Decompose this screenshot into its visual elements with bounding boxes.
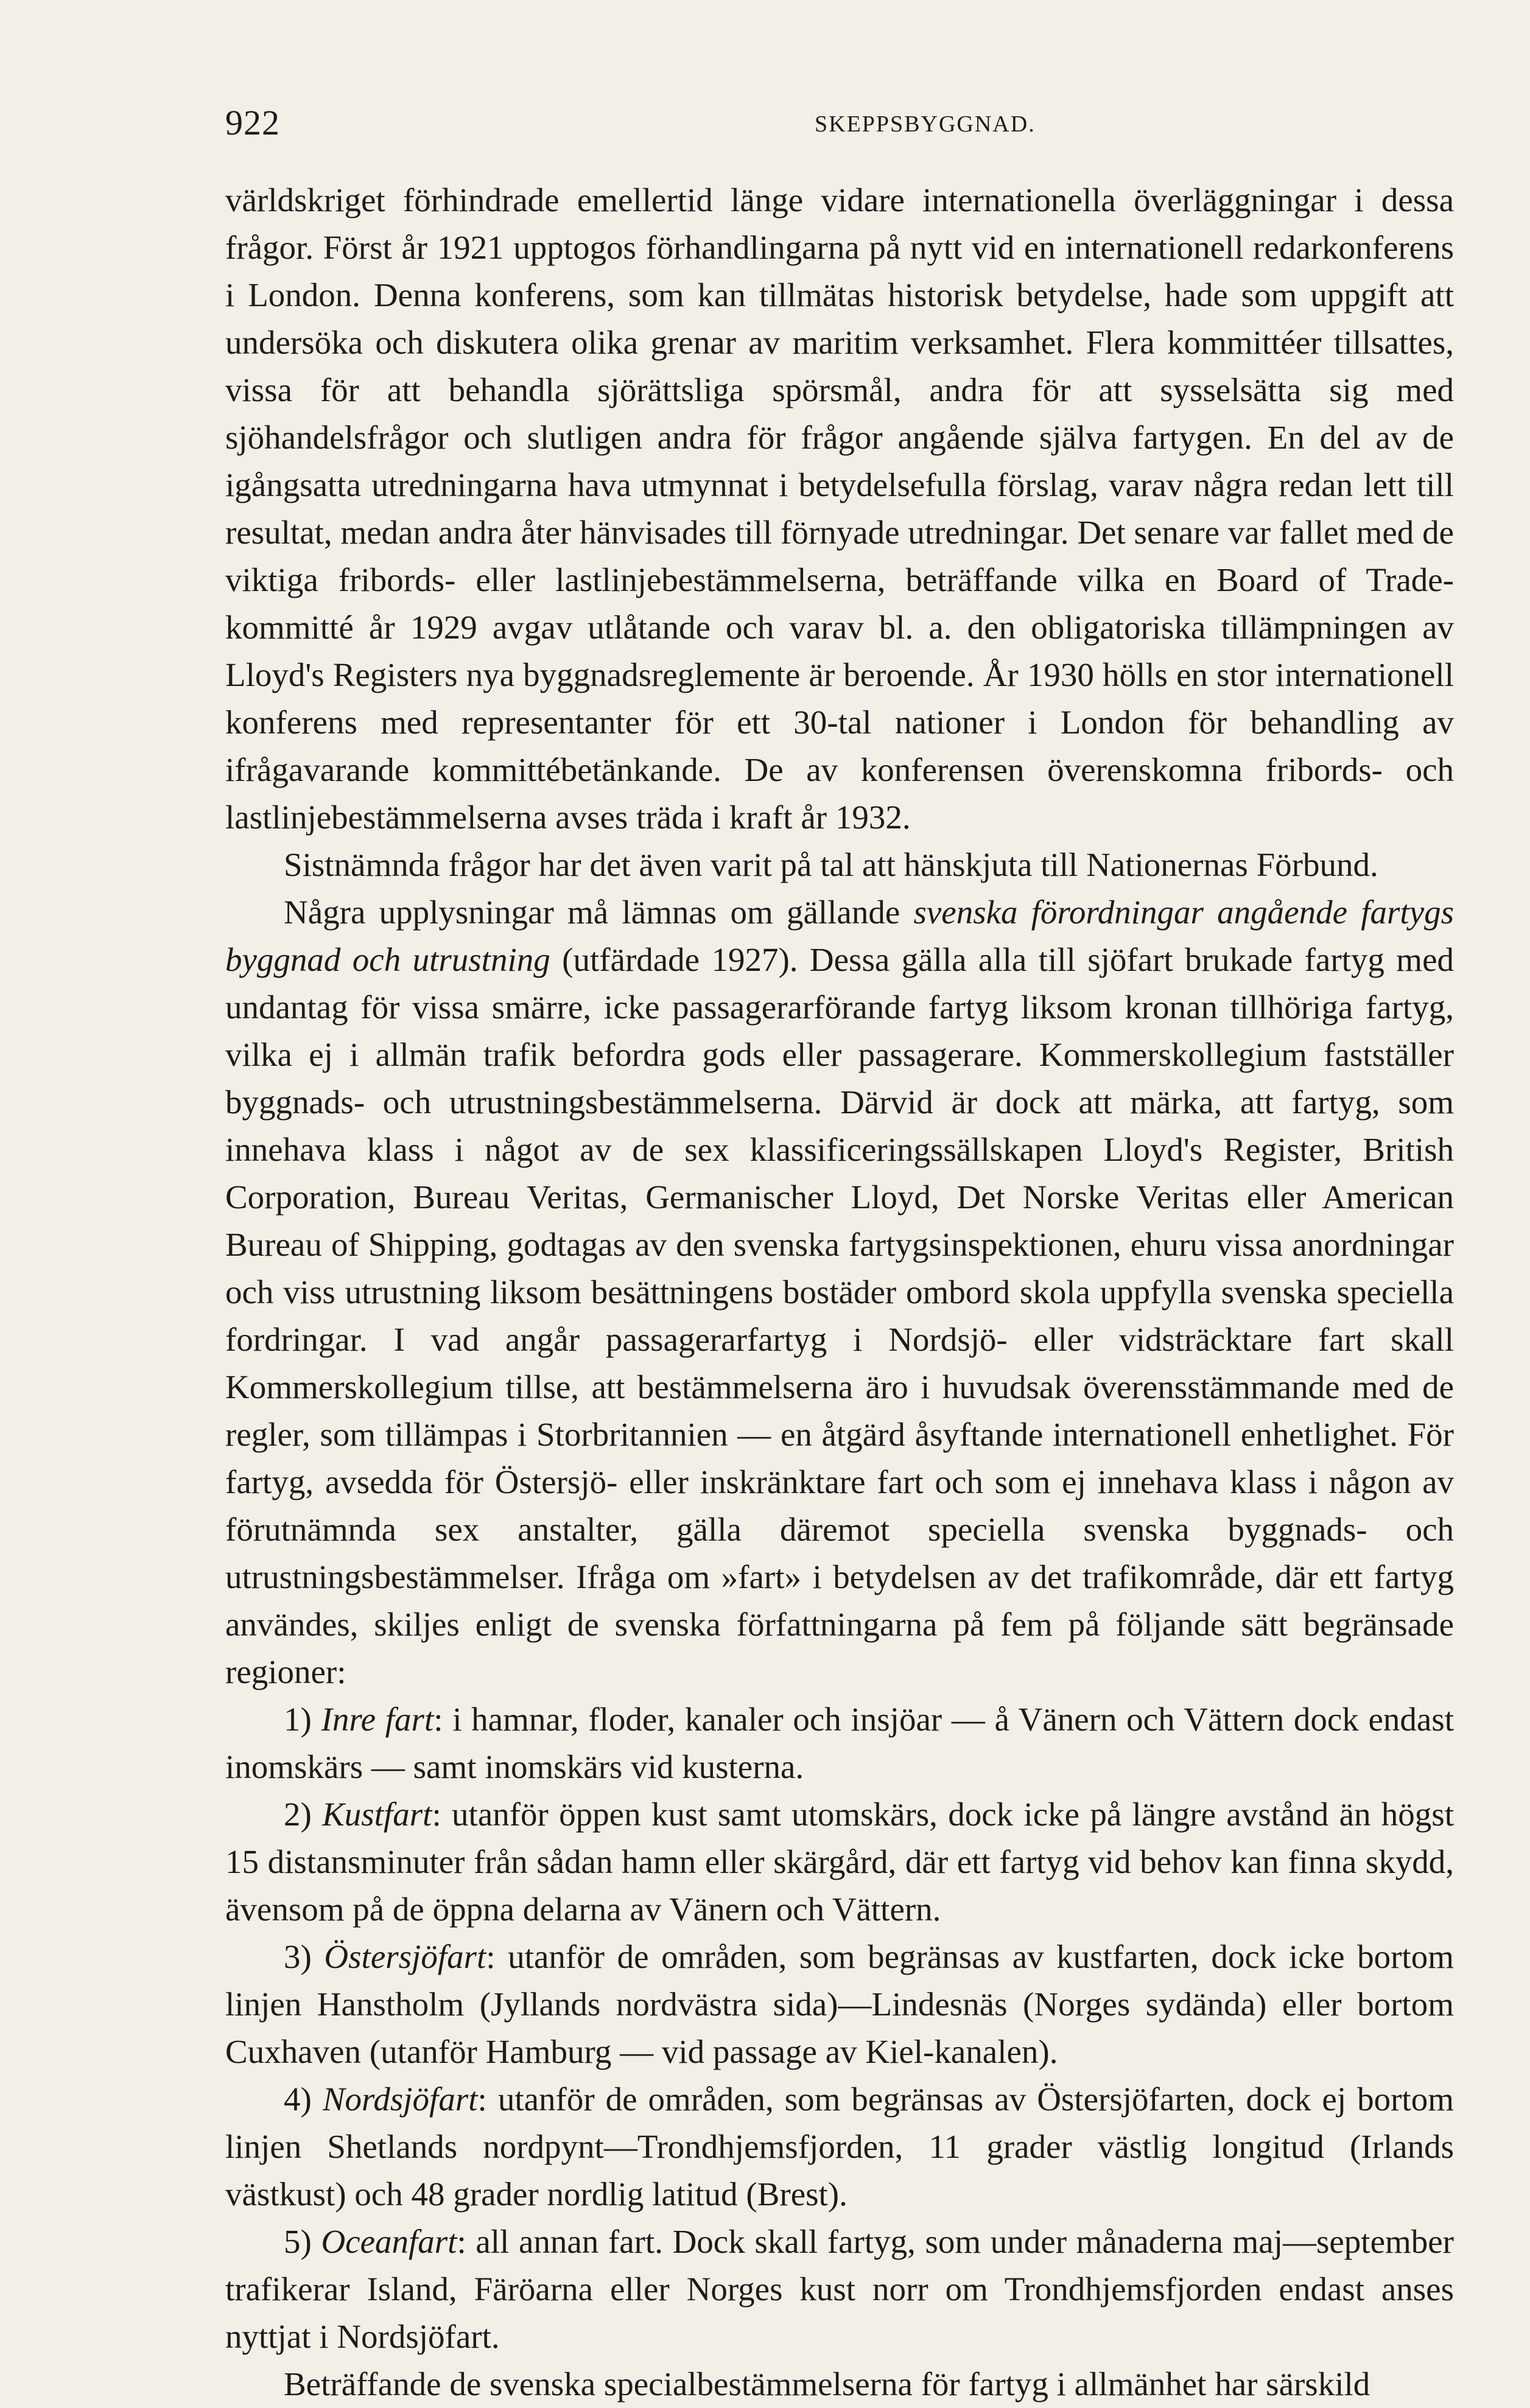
paragraph-1: världskriget förhindrade emellertid länge vidare internationella överläggningar i dessa frågor. Först år 1921 upptogos förhandlingarna på nytt vid en internationell redarkonferens i London. Denna konferens, som kan tillmätas historisk betydelse, hade som uppgift att undersöka och diskutera olika grenar av maritim verksamhet. Flera kommittéer tillsattes, vissa för att behandla sjörättsliga spörsmål, andra för att sysselsätta sig med sjöhandelsfrågor och slutligen andra för frågor angående själva fartygen. En del av de igångsatta utredningarna hava utmynnat i betydelsefulla förslag, varav några redan lett till resultat, medan andra åter hänvisades till förnyade utredningar. Det senare var fallet med de viktiga fribords- eller lastlinjebestämmelserna, beträffande vilka en Board of Trade-kommitté år 1929 avgav utlåtande och varav bl. a. den obligatoriska tillämpningen av Lloyd's Registers nya byggnadsreglemente är beroende. År 1930 hölls en stor internationell konferens med representanter för ett 30-tal nationer i London för behandling av ifrågavarande kommittébetänkande. De av konferensen överenskomna fribords- och lastlinjebestämmelserna avses träda i kraft år 1932.	[225, 181, 1454, 836]
page-number: 922	[225, 103, 280, 142]
paragraph-3	[225, 889, 1454, 1696]
list-item-number: 3)	[284, 1938, 325, 1975]
list-item-number: 4)	[284, 2081, 323, 2118]
list-item-term: Kustfart	[322, 1796, 432, 1833]
list-item-text: : utanför öppen kust samt utomskärs, dock icke på längre avstånd än högst 15 distansminuter från sådan hamn eller skärgård, där ett fartyg vid behov kan finna skydd, ävensom på de öppna delarna av Vänern och Vättern.	[225, 1796, 1454, 1928]
paragraph-2: Sistnämnda frågor har det även varit på tal att hänskjuta till Nationernas Förbund.	[284, 846, 1378, 883]
list-item-text: : i hamnar, floder, kanaler och insjöar — å Vänern och Vättern dock endast inomskärs — samt inomskärs vid kusterna.	[225, 1701, 1454, 1785]
list-item-text: : all annan fart. Dock skall fartyg, som under månaderna maj—september trafikerar Island, Färöarna eller Norges kust norr om Trondhjemsfjorden endast anses nyttjat i Nordsjöfart.	[225, 2223, 1454, 2355]
list-item	[225, 2076, 1454, 2218]
list-item	[225, 1696, 1454, 1791]
list-item-text: : utanför de områden, som begränsas av kustfarten, dock icke bortom linjen Hanstholm (Jyllands nordvästra sida)—Lindesnäs (Norges sydända) eller bortom Cuxhaven (utanför Hamburg — vid passage av Kiel-kanalen).	[225, 1938, 1454, 2070]
list-item-term: Oceanfart	[321, 2223, 457, 2260]
body-text	[225, 177, 1454, 2408]
running-header: SKEPPSBYGGNAD.	[815, 111, 1036, 137]
paragraph-3-lead: Några upplysningar må lämnas om gällande	[284, 894, 914, 931]
list-item-number: 1)	[284, 1701, 321, 1738]
list-item	[225, 1933, 1454, 2076]
paragraph-3-rest: (utfärdade 1927). Dessa gälla alla till sjöfart brukade fartyg med undantag för vissa smärre, icke passagerarförande fartyg liksom kronan tillhöriga fartyg, vilka ej i allmän trafik befordra gods eller passagerare. Kommerskollegium fastställer byggnads- och utrustningsbestämmelserna. Därvid är dock att märka, att fartyg, som innehava klass i något av de sex klassificeringssällskapen Lloyd's Register, British Corporation, Bureau Veritas, Germanischer Lloyd, Det Norske Veritas eller American Bureau of Shipping, godtagas av den svenska fartygsinspektionen, ehuru vissa anordningar och viss utrustning liksom besättningens bostäder ombord skola uppfylla svenska speciella fordringar. I vad angår passagerarfartyg i Nordsjö- eller vidsträcktare fart skall Kommerskollegium tillse, att bestämmelserna äro i huvudsak överensstämmande med de regler, som tillämpas i Storbritannien — en åtgärd åsyftande internationell enhetlighet. För fartyg, avsedda för Östersjö- eller inskränktare fart och som ej innehava klass i någon av förutnämnda sex anstalter, gälla däremot speciella svenska byggnads- och utrustningsbestämmelser. Ifråga om »fart» i betydelsen av det trafikområde, där ett fartyg användes, skiljes enligt de svenska författningarna på fem på följande sätt begränsade regioner:	[225, 941, 1454, 1690]
list-item	[225, 2218, 1454, 2361]
list-item-term: Östersjöfart	[324, 1938, 486, 1975]
paragraph-3-title: svenska förordningar angående fartygs byggnad och utrustning	[225, 894, 1455, 978]
list-item-number: 2)	[284, 1796, 323, 1833]
paragraph-last: Beträffande de svenska specialbestämmelserna för fartyg i allmänhet har särskild	[284, 2365, 1370, 2403]
list-item-term: Nordsjöfart	[322, 2081, 478, 2118]
list-item-term: Inre fart	[321, 1701, 434, 1738]
list-item	[225, 1791, 1454, 1933]
list-item-number: 5)	[284, 2223, 321, 2260]
list-item-text: : utanför de områden, som begränsas av Östersjöfarten, dock ej bortom linjen Shetlands nordpynt—Trondhjemsfjorden, 11 grader västlig longitud (Irlands västkust) och 48 grader nordlig latitud (Brest).	[225, 2081, 1454, 2213]
